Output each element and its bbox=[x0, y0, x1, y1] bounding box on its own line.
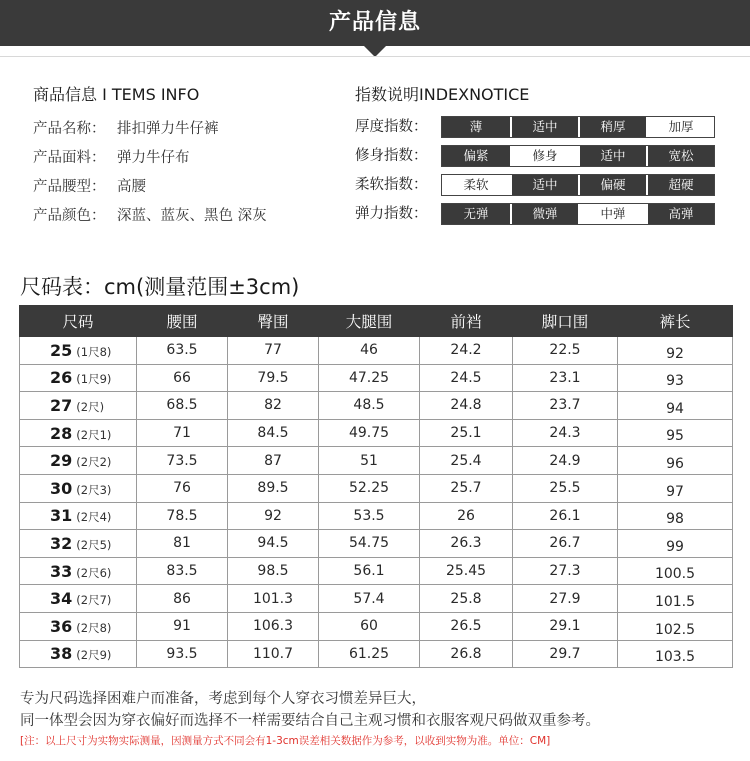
product-name-label: 产品名称： bbox=[33, 121, 106, 137]
index-option: 微弹 bbox=[510, 204, 578, 224]
size-number: 31 bbox=[50, 506, 73, 526]
table-cell: 68.5 bbox=[137, 392, 228, 420]
column-header: 前裆 bbox=[420, 306, 513, 337]
size-number: 32 bbox=[50, 533, 73, 553]
size-note: (2尺8) bbox=[76, 620, 112, 635]
table-cell: 106.3 bbox=[228, 612, 319, 640]
table-cell: 84.5 bbox=[228, 419, 319, 447]
table-cell: 86 bbox=[137, 585, 228, 613]
index-option: 超硬 bbox=[646, 175, 714, 195]
table-cell: 81 bbox=[137, 530, 228, 558]
index-notice-heading: 指数说明INDEXNOTICE bbox=[355, 85, 530, 104]
column-header: 腰围 bbox=[137, 306, 228, 337]
table-cell: 73.5 bbox=[137, 447, 228, 475]
table-cell: 51 bbox=[319, 447, 420, 475]
table-cell: 23.1 bbox=[513, 364, 618, 392]
table-cell: 24.8 bbox=[420, 392, 513, 420]
product-fabric-row bbox=[33, 147, 267, 176]
product-color-value: 深蓝、蓝灰、黑色 深灰 bbox=[117, 208, 267, 224]
index-option: 适中 bbox=[510, 175, 578, 195]
table-cell: 77 bbox=[228, 337, 319, 365]
table-cell: 101.5 bbox=[618, 585, 733, 613]
table-cell: 54.75 bbox=[319, 530, 420, 558]
table-cell: 56.1 bbox=[319, 557, 420, 585]
index-row bbox=[355, 203, 715, 232]
table-cell: 100.5 bbox=[618, 557, 733, 585]
table-row bbox=[20, 392, 733, 420]
column-header: 臀围 bbox=[228, 306, 319, 337]
table-cell: 25.4 bbox=[420, 447, 513, 475]
table-cell: 52.25 bbox=[319, 474, 420, 502]
table-cell: 25.7 bbox=[420, 474, 513, 502]
size-number: 26 bbox=[50, 368, 73, 388]
size-note: (2尺6) bbox=[76, 565, 112, 580]
index-row bbox=[355, 116, 715, 145]
table-cell: 48.5 bbox=[319, 392, 420, 420]
size-number: 27 bbox=[50, 395, 73, 415]
size-number: 33 bbox=[50, 561, 73, 581]
table-row bbox=[20, 419, 733, 447]
table-cell: 92 bbox=[618, 337, 733, 365]
notes bbox=[20, 688, 600, 750]
index-option: 无弹 bbox=[442, 204, 510, 224]
index-option: 高弹 bbox=[646, 204, 714, 224]
size-cell bbox=[20, 557, 137, 585]
size-number: 38 bbox=[50, 644, 73, 664]
table-row bbox=[20, 640, 733, 668]
size-note: (2尺7) bbox=[76, 593, 112, 608]
size-cell bbox=[20, 447, 137, 475]
size-number: 30 bbox=[50, 478, 73, 498]
table-row bbox=[20, 447, 733, 475]
table-cell: 29.1 bbox=[513, 612, 618, 640]
table-cell: 98 bbox=[618, 502, 733, 530]
size-note: (1尺8) bbox=[76, 344, 112, 359]
product-color-label: 产品颜色： bbox=[33, 208, 106, 224]
table-cell: 53.5 bbox=[319, 502, 420, 530]
table-cell: 83.5 bbox=[137, 557, 228, 585]
size-number: 25 bbox=[50, 340, 73, 360]
size-number: 28 bbox=[50, 423, 73, 443]
table-cell: 101.3 bbox=[228, 585, 319, 613]
size-note: (2尺4) bbox=[76, 510, 112, 525]
index-label: 弹力指数： bbox=[355, 206, 428, 222]
table-cell: 46 bbox=[319, 337, 420, 365]
table-cell: 25.45 bbox=[420, 557, 513, 585]
index-option: 偏紧 bbox=[442, 146, 510, 166]
table-row bbox=[20, 557, 733, 585]
table-cell: 102.5 bbox=[618, 612, 733, 640]
size-cell bbox=[20, 530, 137, 558]
index-label: 修身指数： bbox=[355, 148, 428, 164]
table-cell: 57.4 bbox=[319, 585, 420, 613]
table-cell: 98.5 bbox=[228, 557, 319, 585]
disclaimer: [注：以上尺寸为实物实际测量，因测量方式不同会有1-3cm误差相关数据作为参考，以收到实物为准。单位：CM] bbox=[20, 735, 551, 747]
table-cell: 92 bbox=[228, 502, 319, 530]
page-title: 产品信息 bbox=[328, 10, 421, 35]
table-cell: 26.1 bbox=[513, 502, 618, 530]
size-cell bbox=[20, 337, 137, 365]
index-notice-list bbox=[355, 116, 715, 232]
index-option: 适中 bbox=[510, 117, 578, 137]
table-row bbox=[20, 474, 733, 502]
size-cell bbox=[20, 419, 137, 447]
product-waist-row bbox=[33, 176, 267, 205]
table-cell: 97 bbox=[618, 474, 733, 502]
index-option: 宽松 bbox=[646, 146, 714, 166]
size-note: (2尺1) bbox=[76, 427, 112, 442]
product-name-value: 排扣弹力牛仔裤 bbox=[117, 121, 219, 137]
table-row bbox=[20, 585, 733, 613]
size-note: (1尺9) bbox=[76, 372, 112, 387]
table-cell: 61.25 bbox=[319, 640, 420, 668]
index-row bbox=[355, 145, 715, 174]
size-cell bbox=[20, 640, 137, 668]
divider bbox=[0, 56, 750, 57]
table-cell: 91 bbox=[137, 612, 228, 640]
note-line-1: 专为尺码选择困难户而准备，考虑到每个人穿衣习惯差异巨大， bbox=[20, 691, 426, 707]
table-cell: 49.75 bbox=[319, 419, 420, 447]
table-cell: 24.3 bbox=[513, 419, 618, 447]
table-cell: 94 bbox=[618, 392, 733, 420]
table-cell: 79.5 bbox=[228, 364, 319, 392]
product-name-row bbox=[33, 118, 267, 147]
table-cell: 99 bbox=[618, 530, 733, 558]
size-table-header bbox=[20, 306, 733, 337]
column-header: 尺码 bbox=[20, 306, 137, 337]
table-cell: 27.3 bbox=[513, 557, 618, 585]
table-cell: 22.5 bbox=[513, 337, 618, 365]
size-table-title: 尺码表：cm(测量范围±3cm) bbox=[20, 275, 300, 299]
index-option: 薄 bbox=[442, 117, 510, 137]
product-fabric-value: 弹力牛仔布 bbox=[117, 150, 190, 166]
table-cell: 26.8 bbox=[420, 640, 513, 668]
table-cell: 47.25 bbox=[319, 364, 420, 392]
size-note: (2尺2) bbox=[76, 455, 112, 470]
size-note: (2尺9) bbox=[76, 648, 112, 663]
index-option: 适中 bbox=[578, 146, 646, 166]
product-info-heading: 商品信息 I TEMS INFO bbox=[33, 85, 200, 104]
table-cell: 95 bbox=[618, 419, 733, 447]
table-cell: 78.5 bbox=[137, 502, 228, 530]
table-cell: 94.5 bbox=[228, 530, 319, 558]
table-cell: 66 bbox=[137, 364, 228, 392]
table-row bbox=[20, 502, 733, 530]
table-cell: 103.5 bbox=[618, 640, 733, 668]
table-cell: 25.5 bbox=[513, 474, 618, 502]
index-option-selected: 修身 bbox=[510, 146, 578, 166]
index-option-selected: 柔软 bbox=[442, 175, 510, 195]
table-cell: 89.5 bbox=[228, 474, 319, 502]
size-table-body bbox=[20, 337, 733, 668]
size-cell bbox=[20, 364, 137, 392]
index-row bbox=[355, 174, 715, 203]
table-cell: 26.3 bbox=[420, 530, 513, 558]
product-fabric-label: 产品面料： bbox=[33, 150, 106, 166]
size-number: 34 bbox=[50, 589, 73, 609]
table-cell: 26.5 bbox=[420, 612, 513, 640]
table-row bbox=[20, 612, 733, 640]
table-cell: 29.7 bbox=[513, 640, 618, 668]
table-cell: 110.7 bbox=[228, 640, 319, 668]
size-note: (2尺3) bbox=[76, 482, 112, 497]
index-option-selected: 中弹 bbox=[578, 204, 646, 224]
size-cell bbox=[20, 502, 137, 530]
table-cell: 63.5 bbox=[137, 337, 228, 365]
size-table bbox=[19, 305, 733, 668]
table-row bbox=[20, 530, 733, 558]
table-cell: 60 bbox=[319, 612, 420, 640]
index-option-selected: 加厚 bbox=[646, 117, 714, 137]
product-waist-label: 产品腰型： bbox=[33, 179, 106, 195]
table-row bbox=[20, 337, 733, 365]
index-scale bbox=[441, 174, 715, 196]
table-cell: 26.7 bbox=[513, 530, 618, 558]
size-cell bbox=[20, 474, 137, 502]
size-cell bbox=[20, 392, 137, 420]
table-cell: 26 bbox=[420, 502, 513, 530]
index-option: 偏硬 bbox=[578, 175, 646, 195]
table-cell: 25.1 bbox=[420, 419, 513, 447]
index-scale bbox=[441, 145, 715, 167]
index-label: 柔软指数： bbox=[355, 177, 428, 193]
index-option: 稍厚 bbox=[578, 117, 646, 137]
size-cell bbox=[20, 612, 137, 640]
column-header: 裤长 bbox=[618, 306, 733, 337]
table-cell: 87 bbox=[228, 447, 319, 475]
index-scale bbox=[441, 203, 715, 225]
size-number: 36 bbox=[50, 616, 73, 636]
size-note: (2尺) bbox=[76, 399, 105, 414]
table-cell: 93.5 bbox=[137, 640, 228, 668]
table-cell: 96 bbox=[618, 447, 733, 475]
product-waist-value: 高腰 bbox=[117, 179, 146, 195]
note-line-2: 同一体型会因为穿衣偏好而选择不一样需要结合自己主观习惯和衣服客观尺码做双重参考。 bbox=[20, 713, 600, 729]
table-cell: 27.9 bbox=[513, 585, 618, 613]
size-note: (2尺5) bbox=[76, 537, 112, 552]
index-label: 厚度指数： bbox=[355, 119, 428, 135]
table-cell: 93 bbox=[618, 364, 733, 392]
product-color-row bbox=[33, 205, 267, 234]
table-cell: 24.2 bbox=[420, 337, 513, 365]
table-cell: 82 bbox=[228, 392, 319, 420]
table-cell: 24.5 bbox=[420, 364, 513, 392]
table-cell: 24.9 bbox=[513, 447, 618, 475]
column-header: 脚口围 bbox=[513, 306, 618, 337]
index-scale bbox=[441, 116, 715, 138]
size-number: 29 bbox=[50, 451, 73, 471]
column-header: 大腿围 bbox=[319, 306, 420, 337]
table-cell: 76 bbox=[137, 474, 228, 502]
table-cell: 25.8 bbox=[420, 585, 513, 613]
table-row bbox=[20, 364, 733, 392]
table-cell: 71 bbox=[137, 419, 228, 447]
table-cell: 23.7 bbox=[513, 392, 618, 420]
product-info-list bbox=[33, 118, 267, 234]
size-cell bbox=[20, 585, 137, 613]
